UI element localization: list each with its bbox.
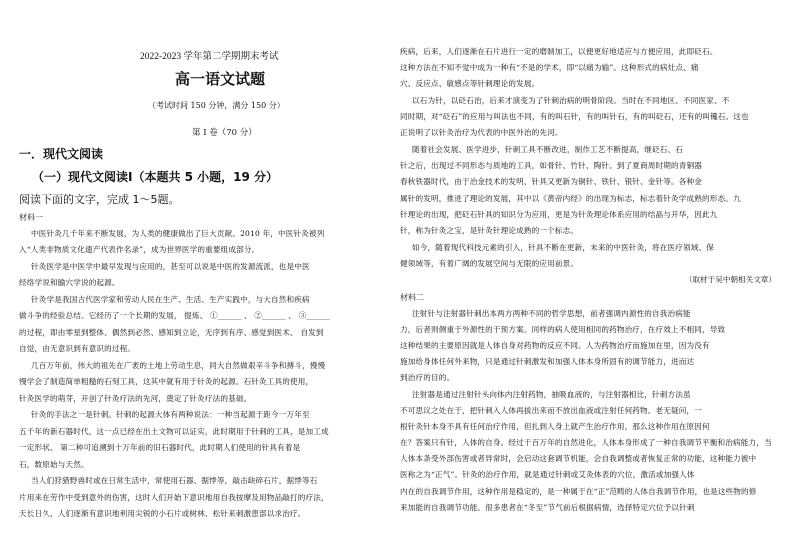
paragraph-line: 石，数原始与天然。 bbox=[19, 460, 89, 469]
paragraph-line: 健领域等，有着广阔的发展空间与无限的应用前景。 bbox=[400, 259, 579, 268]
paragraph-line: 如今，随着现代科技元素的引入，针具不断在更新，未来的中医针灸，将在医疗领域、保 bbox=[412, 243, 715, 252]
paragraph-line: 力，后者则侧重于外源性的干预方案。同样的病人使用相同的药物治疗，在疗效上不相同，导致 bbox=[400, 325, 726, 334]
paragraph-line: 针灸医学是中医学中最早发现与应用的，甚至可以说是中医的发源流派，也是中医 bbox=[31, 262, 310, 271]
paragraph-line: 根针灸针本身不具有任何治疗作用，但扎到人身上就产生治疗作用，那么这种作用在原因何 bbox=[400, 422, 710, 431]
paragraph-line: 这种方法在不知不觉中成为一种有“不是的学术，即“以痛为输”。这种形式的病灶点、痛 bbox=[400, 63, 699, 72]
paragraph-line: 做斗争的经验总结。它经历了一个长期的发展， 提炼、 ①______ 、 ②______ 、 ③______ bbox=[19, 311, 330, 320]
paragraph-line: 经络学说和腧穴学说的起源。 bbox=[19, 278, 120, 287]
material-1-label: 材料一 bbox=[19, 213, 43, 222]
exam-header: 2022-2023 学年第二学期期末考试 bbox=[140, 52, 279, 62]
paragraph-line: 片用来在劳作中受到意外的伤害，这时人们开始下意识地用自我按摩及用物品敲打的疗法， bbox=[19, 493, 329, 502]
paragraph-line: 穴、反应点、敏感点等针刺理论的发展。 bbox=[400, 79, 540, 88]
exam-meta: （考试时间 150 分钟，满分 150 分） bbox=[148, 101, 285, 110]
paragraph-line: 针灸学是我国古代医学家和劳动人民在生产、生活、生产实践中，与大自然和疾病 bbox=[31, 295, 310, 304]
paragraph-line: 注射针与注射器针刺出本两方两种不同的哲学思想，前者强调内源性的自我治病能 bbox=[412, 309, 691, 318]
paragraph-line: 以石为针，以砭石治，后来才演变为了针刺治病的明骨阶段。当时在不同地区、不同医家、不 bbox=[412, 96, 730, 105]
paragraph-line: 春秋铁器时代，由于冶金技术的发明，针具又更新为铜针、铁针、银针、金针等。各种金 bbox=[400, 177, 703, 186]
paragraph-line: 注射器是通过注射针头向体内注射药物，抽吸血液的，与注射器相比，针刺方法虽 bbox=[412, 390, 691, 399]
paragraph-line: 内在的自我调节作用，这种作用是稳定的，是一种属于在“正”范畴的人体自我调节作用，也是这些物的修 bbox=[400, 487, 757, 496]
source-citation: （取材于吴中朝相关文章） bbox=[684, 275, 776, 284]
paragraph-line: 一定形状、 第二种可追溯到十万年前的旧石器时代，此时期人们使用的针具有着是 bbox=[19, 443, 301, 452]
paragraph-line: 来加能的自我调节功能。很多患者在“冬至”节气前后根据病情，选择特定穴位予以针刺 bbox=[400, 503, 695, 512]
paragraph-line: 随着社会发展、医学进步，针刺工具不断改进，制作工艺不断提高，继砭石、石 bbox=[412, 145, 684, 154]
paragraph-line: 针灸的手法之一是针刺。针刺的起源大体有两种说法：一种当起源于距今一万年至 bbox=[31, 410, 310, 419]
paragraph-line: 当人们狩猎野兽时或在日常生活中，常使用石器、据悸等，敲击缺碎石片，据悸等石 bbox=[31, 476, 318, 485]
paragraph-line: 人体本条受外部伤害或者异常时，会启动这套调节机能，会自我调整或者恢复正常的功能，这种能力被中 bbox=[400, 454, 757, 463]
paragraph-line: 慢学会了制造简单粗糙的石刻工具，这其中就有用于针灸的起源。石针灸工具的使用， bbox=[19, 377, 314, 386]
paragraph-line: 这种结果的主要原因就是人体自身对药物的反应不同。人为药物治疗而施加在里，因为没有 bbox=[400, 341, 710, 350]
paragraph-line: 入“人类非物质文化遗产代表作名录”，成为世界医学的重要组成部分。 bbox=[19, 245, 260, 254]
section-heading: 一．现代文阅读 bbox=[19, 147, 104, 161]
paragraph-line: 几百万年前，伟大的祖先在广袤的土地上劳动生息，同大自然做艰辛斗争和搏斗，慢慢 bbox=[31, 361, 326, 370]
paragraph-line: 天长日久，人们逐渐有意识地利用尖锐的小石片或树林、松针来刺激患部以求治疗。 bbox=[19, 509, 306, 518]
paragraph-line: 施加给身体任何外来物，只是通过针刺激发和加强人体本身所固有的调节能力，进而达 bbox=[400, 357, 695, 366]
paragraph-line: 的过程，即由零星到整体、偶然到必然、感知到立论，无序到有序、感觉到医术、 自发到 bbox=[19, 328, 324, 337]
paragraph-line: 在？答案只有针，人体的自身。经过千百万年的自然进化，人体本身形成了一种自我调节平衡和治病能力，当 bbox=[400, 438, 772, 447]
paragraph-line: 自觉，由无意识到有意识的过程。 bbox=[19, 344, 136, 353]
paragraph-line: 同时期，对“砭石”的应用与叫法也不同，有的叫石针，有的叫针石，有的叫砭石，还有的叫镵石。这也 bbox=[400, 112, 749, 121]
paragraph-line: 属针的发明，推进了理论的发展，其中以《黄帝内经》的出现为标志，标志着针灸学成熟的形态。九 bbox=[400, 194, 741, 203]
exam-title: 高一语文试题 bbox=[175, 70, 266, 88]
paragraph-line: 针理论的出现，把砭石针具的知识分为应用，更是为针灸理论体系应用的结晶与开华，因此九 bbox=[400, 210, 718, 219]
paragraph-line: 针灸医学的萌芽，开创了针灸疗法的先河，奠定了针灸疗法的基础。 bbox=[19, 394, 252, 403]
paragraph-line: 正说明了以针灸治疗为代表的中医外治的先河。 bbox=[400, 128, 563, 137]
material-2-label: 材料二 bbox=[400, 293, 424, 302]
paragraph-line: 针之后，出现过不同形态与质地的工具，如骨针、竹针、陶针。到了夏商周时期的青铜器 bbox=[400, 161, 703, 170]
part-title: 第 I 卷（70 分） bbox=[192, 128, 257, 138]
subsection-heading: （一）现代文阅读Ⅰ（本题共 5 小题，19 分） bbox=[32, 170, 279, 184]
paragraph-line: 医称之为“正气”。针灸的治疗作用，就是通过针刺或艾灸体表的穴位，激活或加强人体 bbox=[400, 470, 695, 479]
right-column-material-2 bbox=[400, 0, 794, 560]
paragraph-line: 中医针灸几千年来不断发展，为人类的健康做出了巨大贡献。2010 年，中医针灸被列 bbox=[31, 229, 325, 238]
paragraph-line: 针，称为针灸之宝，是针灸针理论成熟的一个标志。 bbox=[400, 226, 579, 235]
paragraph-line: 不可思议之处在于，把针刺入人体再拔出来而不放出血液或注射任何药物。老无疑问，一 bbox=[400, 406, 703, 415]
instruction-text: 阅读下面的文字，完成 1～5题。 bbox=[19, 193, 180, 206]
paragraph-line: 到治疗的目的。 bbox=[400, 373, 455, 382]
paragraph-line: 五千年的新石器时代，这一点已经在出土文物可以证实，此时期用于针刺的工具，是加工成 bbox=[19, 427, 329, 436]
paragraph-line: 疾病，后来，人们逐渐在石片进行一定的磨制加工，以便更好地适应与方便应用，此即砭石。 bbox=[400, 47, 718, 56]
